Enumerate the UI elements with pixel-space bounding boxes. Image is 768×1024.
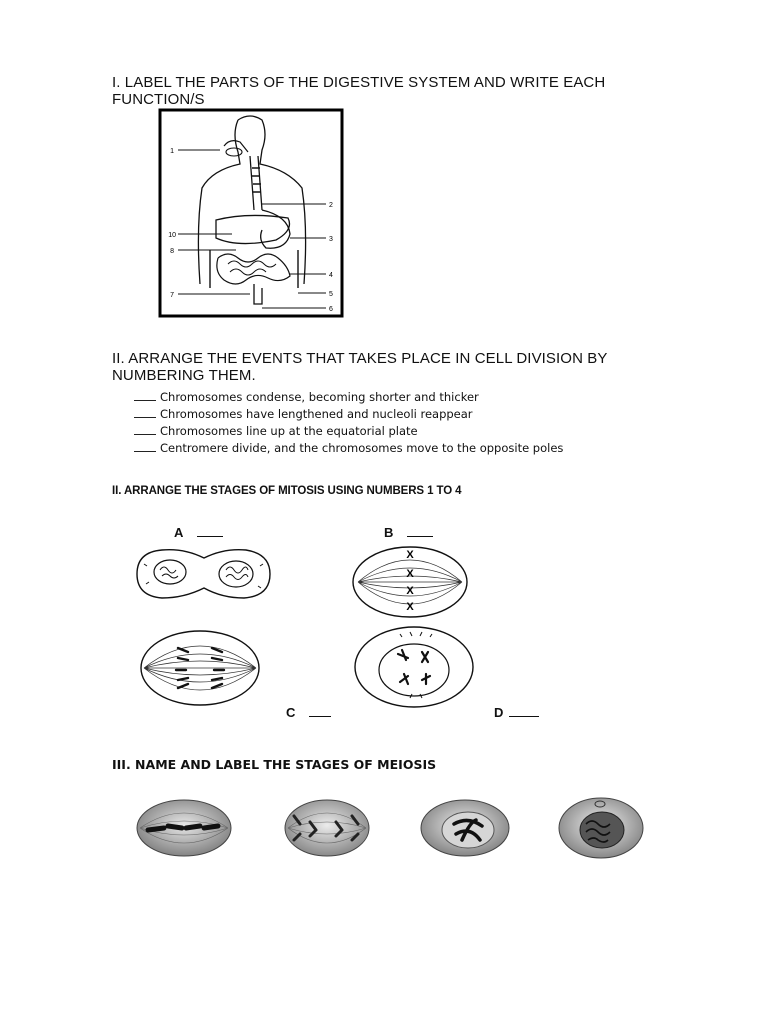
meiosis-image-1 [134,796,234,858]
event-item [134,389,563,406]
stage-d-label [494,704,539,720]
event-text: Chromosomes condense, becoming shorter and thicker [160,390,479,404]
stage-a-answer-blank[interactable] [197,524,223,537]
section-2-title [112,350,608,384]
diagram-number-4: 4 [329,272,333,279]
stage-a-label [174,524,223,540]
meiosis-image-3 [418,796,512,858]
diagram-number-6: 6 [329,306,333,313]
section-1-title-line-2: FUNCTION/S [112,91,205,108]
stage-letter: D [494,705,504,720]
section-4-title: III. NAME AND LABEL THE STAGES OF MEIOSIS [112,757,437,772]
answer-blank[interactable] [134,424,156,435]
meiosis-image-2 [282,796,372,858]
diagram-number-1: 1 [170,148,174,155]
stage-b-answer-blank[interactable] [407,524,433,537]
event-text: Chromosomes have lengthened and nucleoli reappear [160,407,473,421]
digestive-system-diagram [158,108,344,318]
event-item [134,423,563,440]
mitosis-cell-d [352,624,476,710]
diagram-number-5: 5 [329,291,333,298]
event-text: Centromere divide, and the chromosomes move to the opposite poles [160,441,564,455]
diagram-number-7: 7 [170,292,174,299]
section-1-title-line-1: I. LABEL THE PARTS OF THE DIGESTIVE SYSTEM AND WRITE EACH [112,74,606,91]
svg-text:X: X [406,549,414,561]
event-text: Chromosomes line up at the equatorial plate [160,424,418,438]
diagram-number-2: 2 [329,202,333,209]
stage-b-label [384,524,433,540]
section-2-title-line-2: NUMBERING THEM. [112,367,256,384]
svg-text:X: X [406,585,414,597]
diagram-number-10: 10 [168,232,176,239]
events-list [134,389,563,457]
stage-c-answer-blank[interactable] [309,704,331,717]
section-1-title [112,74,605,108]
answer-blank[interactable] [134,407,156,418]
stage-letter: C [286,705,296,720]
mitosis-cell-b [350,544,470,620]
section-3-title: II. ARRANGE THE STAGES OF MITOSIS USING NUMBERS 1 TO 4 [112,485,462,497]
svg-text:X: X [406,601,414,613]
mitosis-cell-c [138,628,262,708]
event-item [134,406,563,423]
section-2-title-line-1: II. ARRANGE THE EVENTS THAT TAKES PLACE IN CELL DIVISION BY [112,350,608,367]
diagram-number-8: 8 [170,248,174,255]
svg-text:X: X [406,568,414,580]
diagram-number-3: 3 [329,236,333,243]
event-item [134,440,563,457]
mitosis-cell-a [134,544,274,602]
stage-c-label [286,704,331,720]
answer-blank[interactable] [134,441,156,452]
meiosis-image-4 [556,794,646,860]
answer-blank[interactable] [134,390,156,401]
stage-letter: B [384,525,394,540]
stage-letter: A [174,525,184,540]
stage-d-answer-blank[interactable] [509,704,539,717]
